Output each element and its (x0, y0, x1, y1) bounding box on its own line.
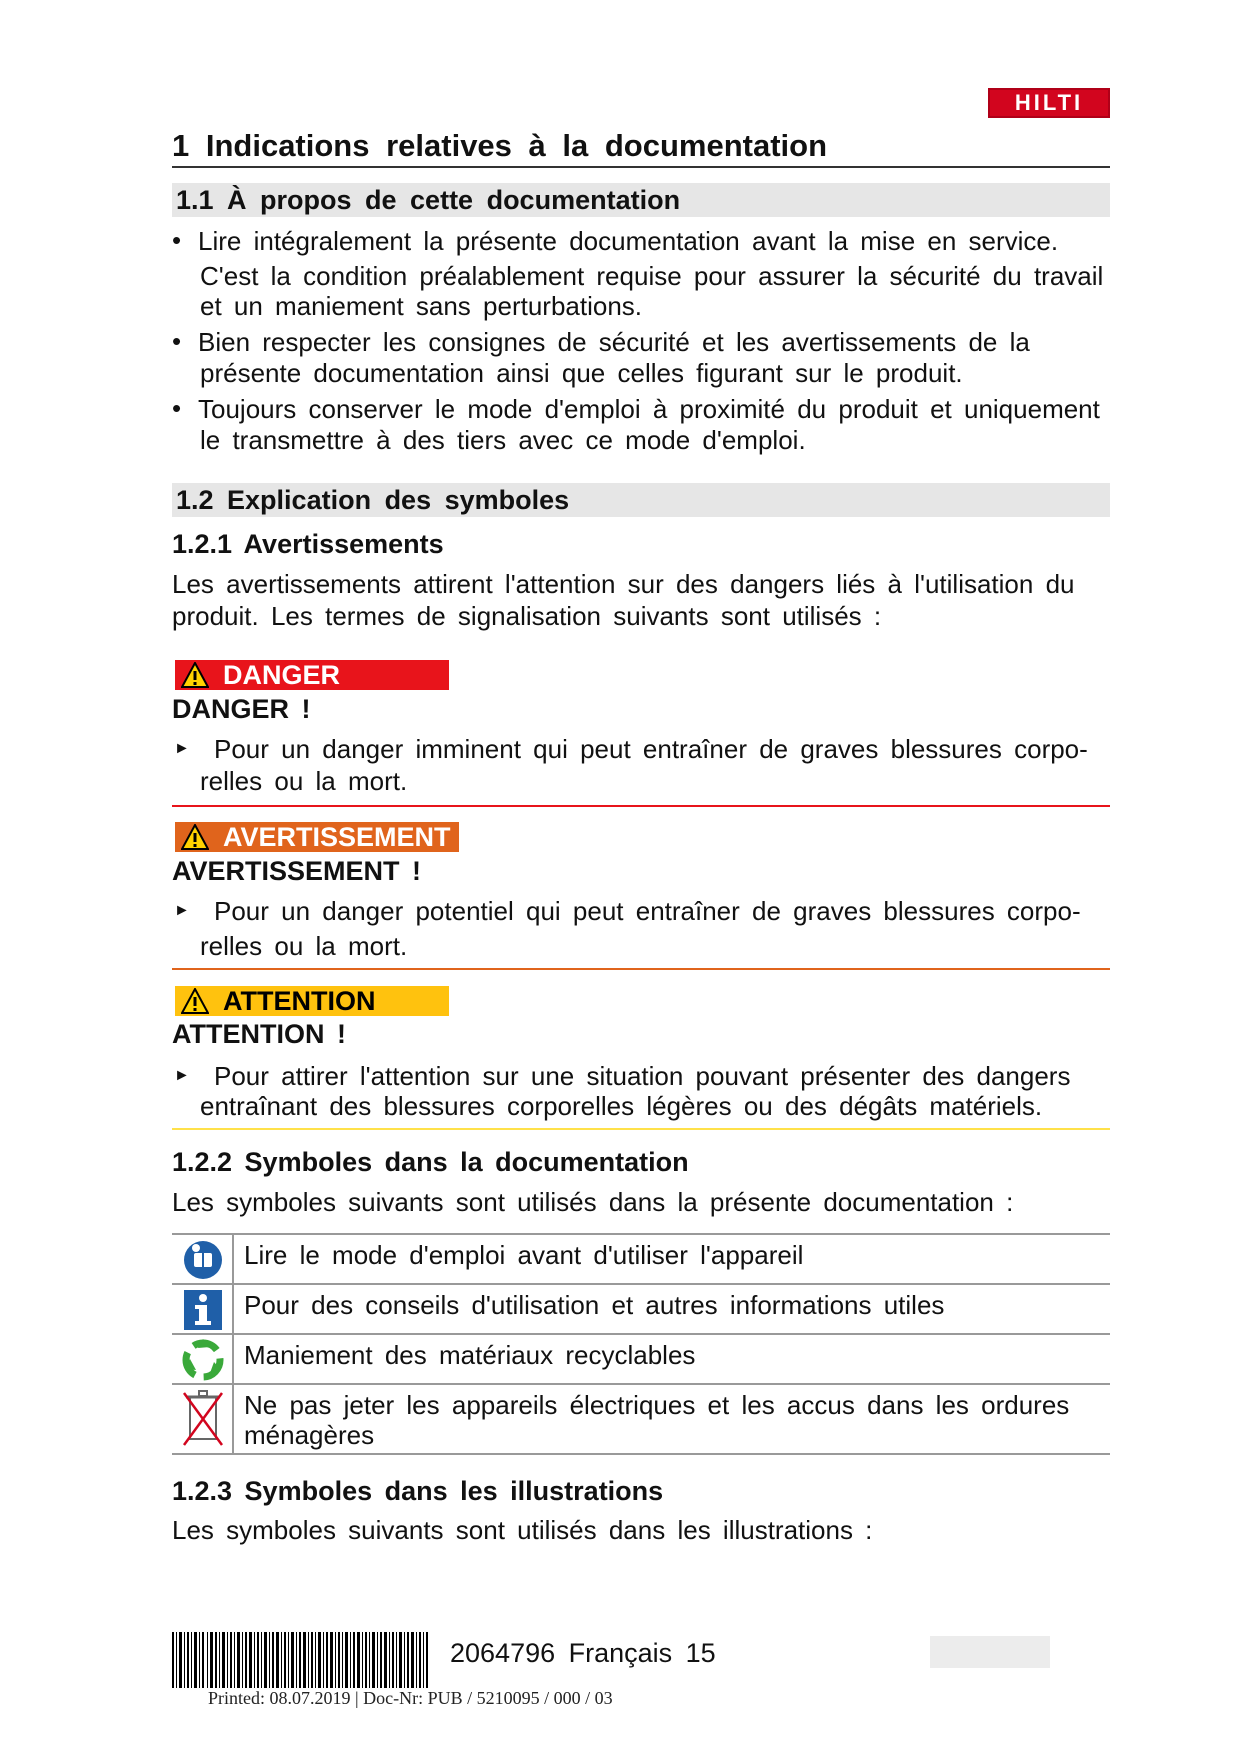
arrow-bullet-icon: ► (174, 740, 190, 757)
symbol-text: Lire le mode d'emploi avant d'utiliser l'appareil (244, 1240, 804, 1270)
danger-label-text: DANGER (223, 660, 341, 690)
table-row (172, 1383, 1110, 1455)
page-footer-number: 2064796 Français 15 (450, 1638, 716, 1668)
warning-signal-label (175, 822, 459, 852)
table-row (172, 1233, 1110, 1285)
caution-rule (172, 1128, 1110, 1130)
subsection-1-2-2-heading: 1.2.2 Symboles dans la documentation (172, 1147, 689, 1177)
bullet-2-line-1: Bien respecter les consignes de sécurité et les avertissements de la (198, 327, 1030, 357)
warning-triangle-icon (181, 662, 209, 688)
subsection-1-2-3-heading: 1.2.3 Symboles dans les illustrations (172, 1476, 664, 1506)
bullet-1-line-1: Lire intégralement la présente documentation avant la mise en service. (198, 226, 1059, 256)
section-1-2-heading: 1.2 Explication des symboles (172, 483, 1110, 517)
symbol-text: Pour des conseils d'utilisation et autres informations utiles (244, 1290, 945, 1320)
caution-heading: ATTENTION ! (172, 1019, 346, 1049)
caution-text-line-1: Pour attirer l'attention sur une situation pouvant présenter des dangers (214, 1061, 1071, 1091)
table-row (172, 1333, 1110, 1385)
warning-heading: AVERTISSEMENT ! (172, 856, 422, 886)
symbols-intro: Les symboles suivants sont utilisés dans la présente documentation : (172, 1187, 1014, 1217)
symbol-text-line-2: ménagères (244, 1420, 375, 1450)
hilti-logo: HILTI (988, 88, 1110, 118)
danger-text-line-1: Pour un danger imminent qui peut entraîner de graves blessures corpo- (214, 734, 1088, 764)
bullet-3-line-2: le transmettre à des tiers avec ce mode d'emploi. (200, 425, 806, 455)
bullet-3-line-1: Toujours conserver le mode d'emploi à proximité du produit et uniquement (198, 394, 1100, 424)
printed-info: Printed: 08.07.2019 | Doc-Nr: PUB / 5210095 / 000 / 03 (208, 1688, 613, 1708)
info-icon (172, 1285, 234, 1335)
danger-text-line-2: relles ou la mort. (200, 766, 408, 796)
bullet-1-line-2: C'est la condition préalablement requise pour assurer la sécurité du travail (200, 261, 1104, 291)
caution-label-text: ATTENTION (223, 986, 376, 1016)
barcode-image (172, 1632, 428, 1688)
chapter-heading: 1 Indications relatives à la documentation (172, 128, 828, 163)
illustrations-intro: Les symboles suivants sont utilisés dans les illustrations : (172, 1515, 873, 1545)
bullet-dot: • (172, 393, 182, 423)
arrow-bullet-icon: ► (174, 902, 190, 919)
crossed-bin-icon (172, 1385, 234, 1453)
danger-heading: DANGER ! (172, 694, 311, 724)
chapter-heading-rule (172, 166, 1110, 168)
recycle-icon (172, 1335, 234, 1385)
symbol-text-line-1: Ne pas jeter les appareils électriques et les accus dans les ordures (244, 1390, 1070, 1420)
danger-signal-label (175, 660, 449, 690)
section-1-1-heading: 1.1 À propos de cette documentation (172, 183, 1110, 217)
warnings-intro-line-2: produit. Les termes de signalisation suivants sont utilisés : (172, 601, 882, 631)
arrow-bullet-icon: ► (174, 1067, 190, 1084)
danger-rule (172, 805, 1110, 807)
read-manual-icon (172, 1235, 234, 1285)
warning-text-line-1: Pour un danger potentiel qui peut entraîner de graves blessures corpo- (214, 896, 1081, 926)
caution-text-line-2: entraînant des blessures corporelles légères ou des dégâts matériels. (200, 1091, 1043, 1121)
footer-grey-box (930, 1636, 1050, 1668)
caution-signal-label (175, 986, 449, 1016)
bullet-dot: • (172, 326, 182, 356)
warning-text-line-2: relles ou la mort. (200, 931, 408, 961)
warning-triangle-icon (181, 824, 209, 850)
warning-rule (172, 968, 1110, 970)
warning-triangle-icon (181, 988, 209, 1014)
bullet-2-line-2: présente documentation ainsi que celles figurant sur le produit. (200, 358, 963, 388)
table-row (172, 1283, 1110, 1335)
warning-label-text: AVERTISSEMENT (223, 822, 451, 852)
bullet-1-line-3: et un maniement sans perturbations. (200, 291, 643, 321)
subsection-1-2-1-heading: 1.2.1 Avertissements (172, 529, 444, 559)
bullet-dot: • (172, 225, 182, 255)
warnings-intro-line-1: Les avertissements attirent l'attention sur des dangers liés à l'utilisation du (172, 569, 1075, 599)
symbol-text: Maniement des matériaux recyclables (244, 1340, 696, 1370)
